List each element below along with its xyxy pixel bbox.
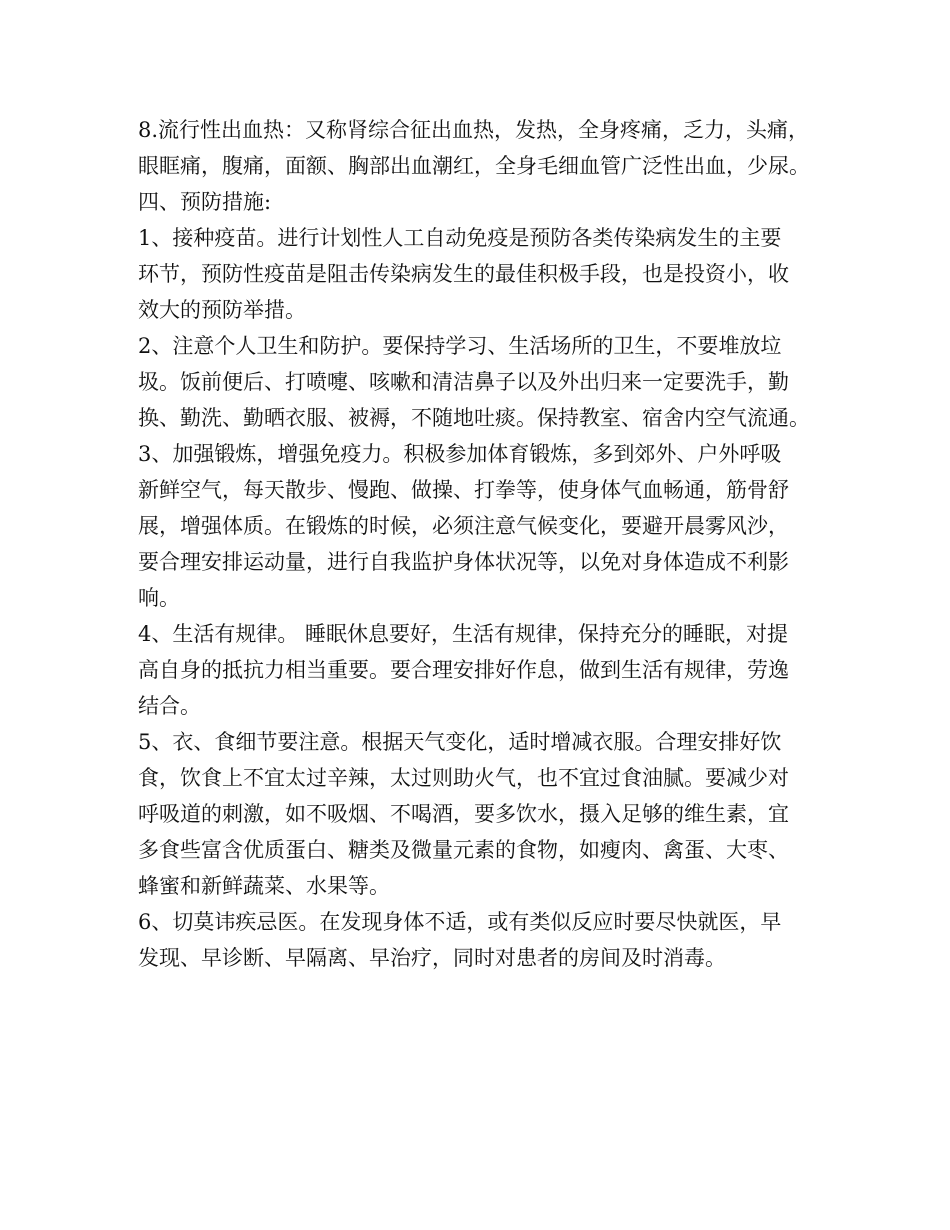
text-line-exercise-3: 展，增强体质。在锻炼的时候，必须注意气候变化，要避开晨雾风沙， xyxy=(138,514,789,538)
text-line-vaccination-2: 环节，预防性疫苗是阻击传染病发生的最佳积极手段，也是投资小，收 xyxy=(138,262,789,286)
text-line-exercise-4: 要合理安排运动量，进行自我监护身体状况等，以免对身体造成不利影 xyxy=(138,550,789,574)
text-line-vaccination-1: 1、接种疫苗。进行计划性人工自动免疫是预防各类传染病发生的主要 xyxy=(138,226,782,250)
text-line-routine-3: 结合。 xyxy=(138,694,201,718)
text-line-clothing-diet-5: 蜂蜜和新鲜蔬菜、水果等。 xyxy=(138,874,390,898)
text-line-clothing-diet-1: 5、衣、食细节要注意。根据天气变化，适时增减衣服。合理安排好饮 xyxy=(138,730,782,754)
text-line-exercise-5: 响。 xyxy=(138,586,180,610)
text-line-hemorrhagic-fever-1: 8.流行性出血热：又称肾综合征出血热，发热，全身疼痛，乏力，头痛， xyxy=(138,118,810,142)
text-line-vaccination-3: 效大的预防举措。 xyxy=(138,298,306,322)
text-line-clothing-diet-3: 呼吸道的刺激，如不吸烟、不喝酒，要多饮水，摄入足够的维生素，宜 xyxy=(138,802,789,826)
text-line-hemorrhagic-fever-2: 眼眶痛，腹痛，面额、胸部出血潮红，全身毛细血管广泛性出血，少尿。 xyxy=(138,154,810,178)
text-line-hygiene-2: 圾。饭前便后、打喷嚏、咳嗽和清洁鼻子以及外出归来一定要洗手，勤 xyxy=(138,370,789,394)
section-heading-prevention: 四、预防措施: xyxy=(138,190,272,214)
text-line-clothing-diet-4: 多食些富含优质蛋白、糖类及微量元素的食物，如瘦肉、禽蛋、大枣、 xyxy=(138,838,789,862)
text-line-hygiene-1: 2、注意个人卫生和防护。要保持学习、生活场所的卫生，不要堆放垃 xyxy=(138,334,782,358)
text-line-exercise-2: 新鲜空气，每天散步、慢跑、做操、打拳等，使身体气血畅通，筋骨舒 xyxy=(138,478,789,502)
text-line-seek-care-2: 发现、早诊断、早隔离、早治疗，同时对患者的房间及时消毒。 xyxy=(138,946,726,970)
text-line-clothing-diet-2: 食，饮食上不宜太过辛辣，太过则助火气，也不宜过食油腻。要减少对 xyxy=(138,766,789,790)
text-line-exercise-1: 3、加强锻炼，增强免疫力。积极参加体育锻炼，多到郊外、户外呼吸 xyxy=(138,442,782,466)
text-line-hygiene-3: 换、勤洗、勤晒衣服、被褥，不随地吐痰。保持教室、宿舍内空气流通。 xyxy=(138,406,810,430)
text-line-seek-care-1: 6、切莫讳疾忌医。在发现身体不适，或有类似反应时要尽快就医，早 xyxy=(138,910,782,934)
text-line-routine-2: 高自身的抵抗力相当重要。要合理安排好作息，做到生活有规律，劳逸 xyxy=(138,658,789,682)
text-line-routine-1: 4、生活有规律。 睡眠休息要好，生活有规律，保持充分的睡眠，对提 xyxy=(138,622,789,646)
document-page xyxy=(138,112,838,976)
